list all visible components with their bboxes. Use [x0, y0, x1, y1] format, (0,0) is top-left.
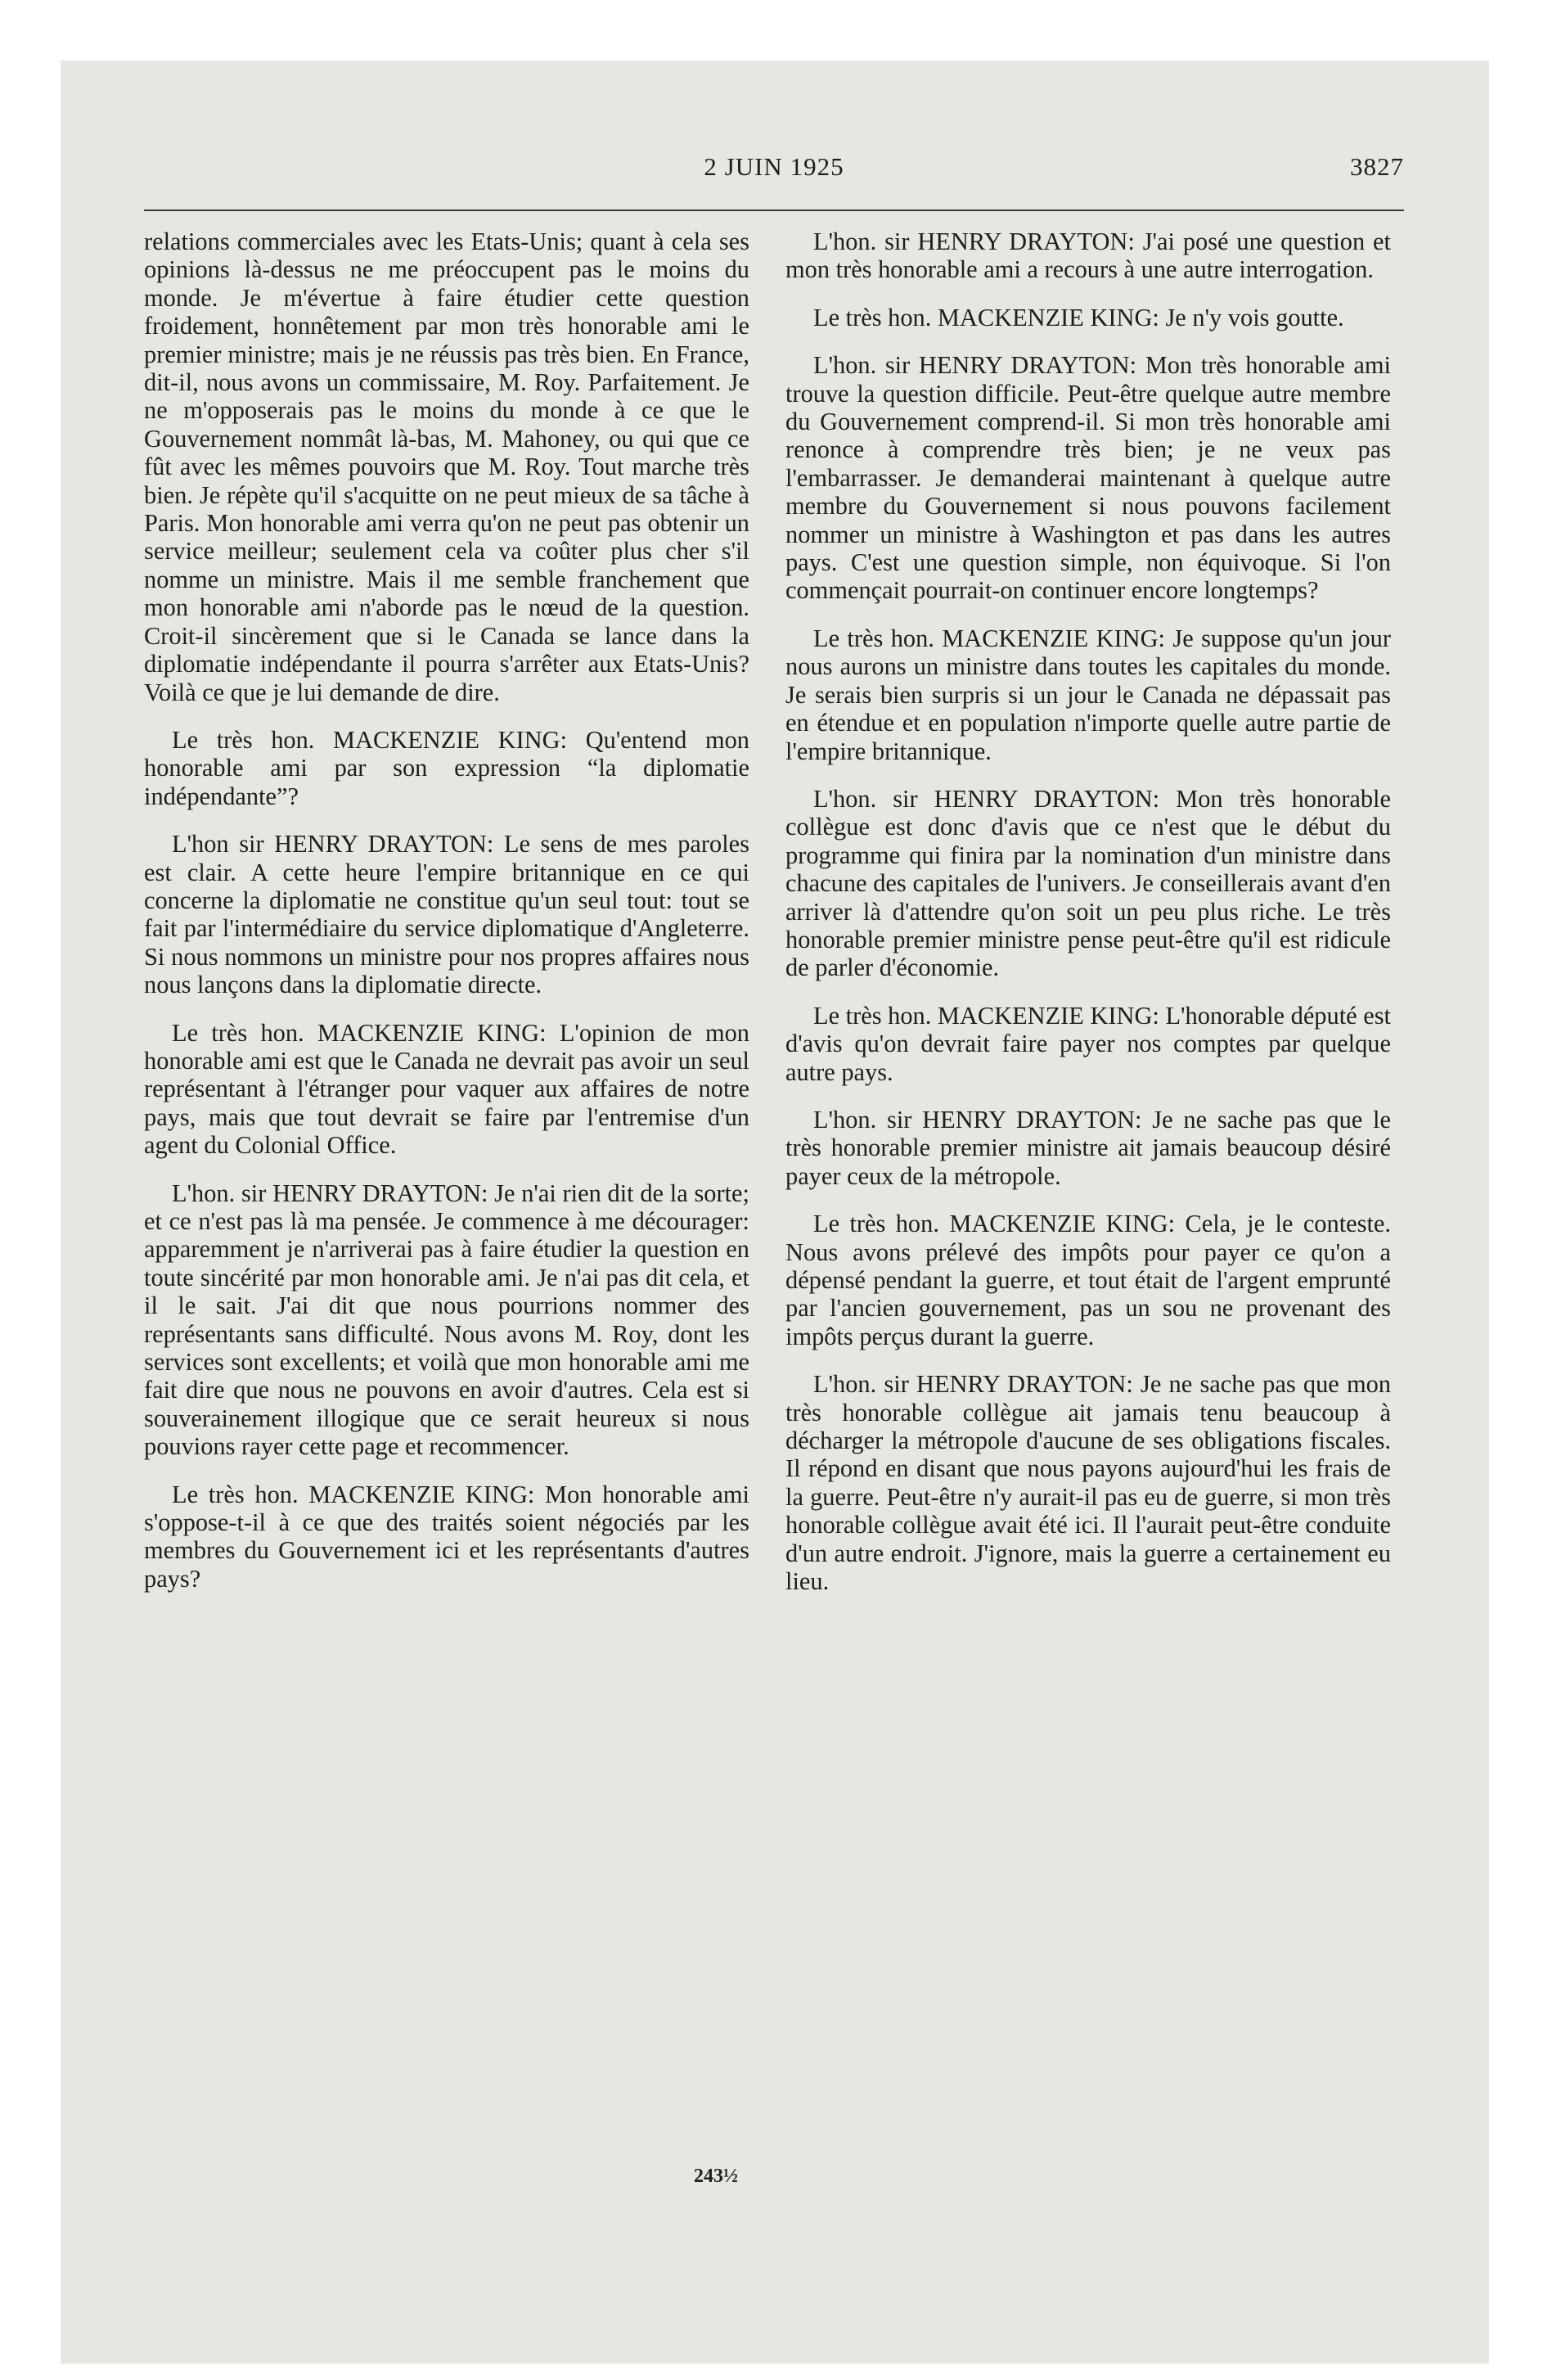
- right-column: [785, 228, 1391, 1615]
- paragraph: Le très hon. MACKENZIE KING: Je suppose qu'un jour nous aurons un ministre dans toutes les capitales du monde. Je serais bien surpris si un jour le Canada ne dépassait pas en étendue et en population n'importe quelle autre partie de l'empire britannique.: [785, 624, 1391, 765]
- paragraph: L'hon sir HENRY DRAYTON: Le sens de mes paroles est clair. A cette heure l'empire britannique en ce qui concerne la diplomatie ne constitue qu'un seul tout: tout se fait par l'intermédiaire du service diplomatique d'Angleterre. Si nous nommons un ministre pour nos propres affaires nous nous lançons dans la diplomatie directe.: [144, 830, 749, 999]
- paragraph: L'hon. sir HENRY DRAYTON: J'ai posé une question et mon très honorable ami a recours à une autre interrogation.: [785, 228, 1391, 284]
- paragraph: L'hon. sir HENRY DRAYTON: Je ne sache pas que mon très honorable collègue ait jamais tenu beaucoup à décharger la métropole d'aucune de ses obligations fiscales. Il répond en disant que nous payons aujourd'hui les frais de la guerre. Peut-être n'y aurait-il pas eu de guerre, si mon très honorable collègue avait été ici. Il l'aurait peut-être conduite d'un autre endroit. J'ignore, mais la guerre a certainement eu lieu.: [785, 1370, 1391, 1596]
- paragraph: Le très hon. MACKENZIE KING: L'opinion de mon honorable ami est que le Canada ne devrait pas avoir un seul représentant à l'étranger pour vaquer aux affaires de notre pays, mais que tout devrait se faire par l'entremise d'un agent du Colonial Office.: [144, 1018, 749, 1160]
- paragraph: Le très hon. MACKENZIE KING: Qu'entend mon honorable ami par son expression “la diplomatie indépendante”?: [144, 725, 749, 810]
- paragraph: relations commerciales avec les Etats-Unis; quant à cela ses opinions là-dessus ne me préoccupent pas le moins du monde. Je m'évertue à faire étudier cette question froidement, honnêtement par mon très honorable ami le premier ministre; mais je ne réussis pas très bien. En France, dit-il, nous avons un commissaire, M. Roy. Parfaitement. Je ne m'opposerais pas le moins du monde à ce que le Gouvernement nommât là-bas, M. Mahoney, ou qui que ce fût avec les mêmes pouvoirs que M. Roy. Tout marche très bien. Je répète qu'il s'acquitte on ne peut mieux de sa tâche à Paris. Mon honorable ami verra qu'on ne peut pas obtenir un service meilleur; seulement cela va coûter plus cher s'il nomme un ministre. Mais il me semble franchement que mon honorable ami n'aborde pas le nœud de la question. Croit-il sincèrement que si le Canada se lance dans la diplomatie indépendante il pourra s'arrêter aux Etats-Unis? Voilà ce que je lui demande de dire.: [144, 228, 749, 706]
- page-date: 2 JUIN 1925: [704, 152, 844, 181]
- paragraph: Le très hon. MACKENZIE KING: Je n'y vois goutte.: [813, 303, 1344, 331]
- left-column: [144, 228, 749, 1612]
- paragraph: Le très hon. MACKENZIE KING: Cela, je le conteste. Nous avons prélevé des impôts pour payer ce qu'on a dépensé pendant la guerre, et tout était de l'argent emprunté par l'ancien gouvernement, pas un sou ne provenant des impôts perçus durant la guerre.: [785, 1210, 1391, 1350]
- signature-mark: 243½: [694, 2166, 738, 2187]
- paragraph: L'hon. sir HENRY DRAYTON: Je ne sache pas que le très honorable premier ministre ait jamais beaucoup désiré payer ceux de la métropole.: [785, 1105, 1391, 1190]
- paragraph: L'hon. sir HENRY DRAYTON: Je n'ai rien dit de la sorte; et ce n'est pas là ma pensée. Je commence à me décourager: apparemment je n'arriverai pas à faire étudier la question en toute sincérité par mon honorable ami. Je n'ai pas dit cela, et il le sait. J'ai dit que nous pourrions nommer des représentants sans difficulté. Nous avons M. Roy, dont les services sont excellents; et voilà que mon honorable ami me fait dire que nous ne pouvons en avoir d'autres. Cela est si souverainement illogique que ce serait heureux si nous pouvions rayer cette page et recommencer.: [144, 1179, 749, 1461]
- paragraph: Le très hon. MACKENZIE KING: L'honorable député est d'avis qu'on devrait faire payer nos comptes par quelque autre pays.: [785, 1001, 1391, 1086]
- paragraph: L'hon. sir HENRY DRAYTON: Mon très honorable ami trouve la question difficile. Peut-être quelque autre membre du Gouvernement comprend-il. Si mon très honorable ami renonce à comprendre très bien; je ne veux pas l'embarrasser. Je demanderai maintenant à quelque autre membre du Gouvernement si nous pouvons facilement nommer un ministre à Washington et pas dans les autres pays. C'est une question simple, non équivoque. Si l'on commençait pourrait-on continuer encore longtemps?: [785, 351, 1391, 605]
- page-header: [144, 152, 1404, 190]
- paragraph: L'hon. sir HENRY DRAYTON: Mon très honorable collègue est donc d'avis que ce n'est que le début du programme qui finira par la nomination d'un ministre dans chacune des capitales de l'univers. Je conseillerais avant d'en arriver là d'attendre qu'on soit un peu plus riche. Le très honorable premier ministre pense peut-être qu'il est ridicule de parler d'économie.: [785, 784, 1391, 982]
- page-number: 3827: [1350, 152, 1404, 181]
- header-rule: [144, 210, 1404, 211]
- paragraph: Le très hon. MACKENZIE KING: Mon honorable ami s'oppose-t-il à ce que des traités soient négociés par les membres du Gouvernement ici et les représentants d'autres pays?: [144, 1480, 749, 1593]
